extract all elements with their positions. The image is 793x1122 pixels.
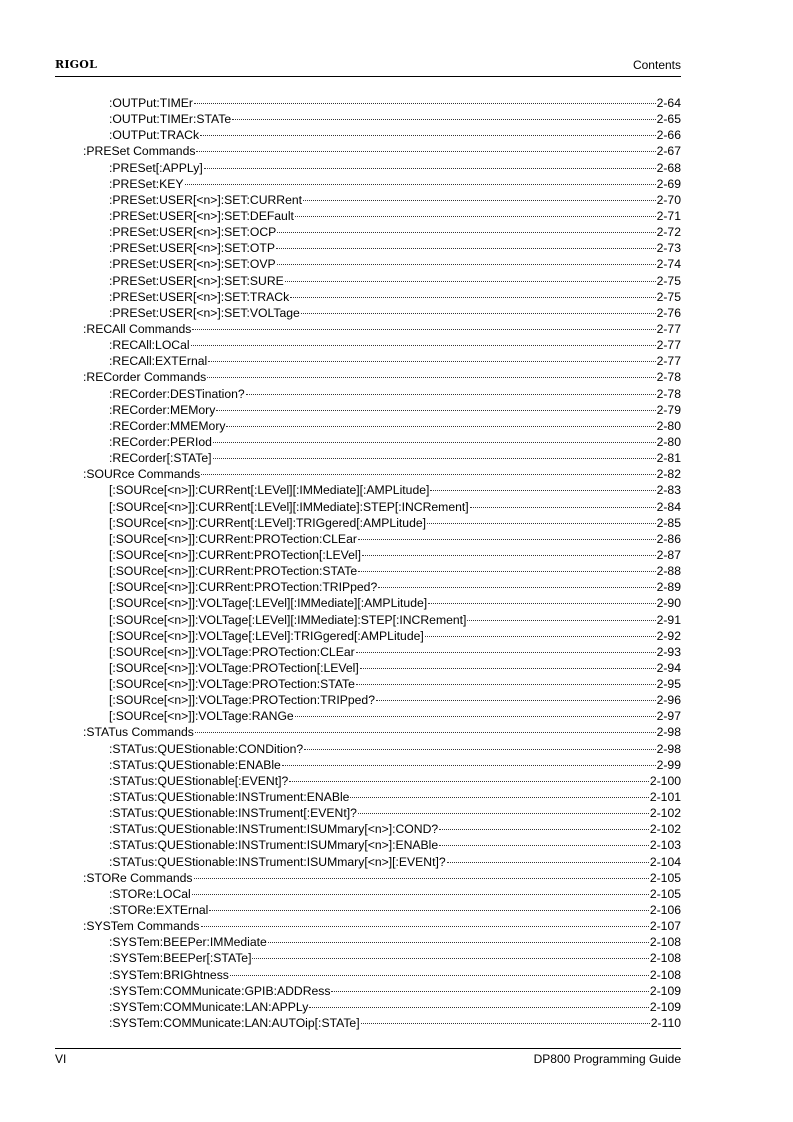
toc-entry-title: :PRESet:USER[<n>]:SET:VOLTage — [109, 305, 300, 320]
toc-entry-title: :SYSTem:BEEPer[:STATe] — [109, 951, 252, 966]
toc-entry-title: [:SOURce[<n>]]:VOLTage[:LEVel][:IMMediate]:STEP[:INCRement] — [109, 612, 467, 627]
toc-entry[interactable] — [55, 1015, 681, 1031]
toc-entry-page: 2-78 — [656, 386, 681, 401]
toc-entry-page: 2-68 — [656, 160, 681, 175]
toc-entry-page: 2-94 — [656, 660, 681, 675]
dot-leader — [447, 862, 649, 863]
toc-section-entry[interactable] — [55, 918, 681, 934]
toc-entry-title: :SYSTem:BEEPer:IMMediate — [109, 935, 267, 950]
toc-entry[interactable] — [55, 579, 681, 595]
toc-entry-title: [:SOURce[<n>]]:CURRent:PROTection[:LEVel] — [109, 547, 361, 562]
dot-leader — [268, 942, 649, 943]
toc-entry-title: :PRESet:USER[<n>]:SET:CURRent — [109, 192, 303, 207]
dot-leader — [246, 394, 656, 395]
toc-entry[interactable] — [55, 789, 681, 805]
dot-leader — [289, 781, 649, 782]
toc-entry-page: 2-109 — [649, 983, 681, 998]
toc-entry-title: :RECorder Commands — [83, 370, 207, 385]
dot-leader — [277, 264, 656, 265]
dot-leader — [194, 103, 656, 104]
dot-leader — [194, 878, 649, 879]
dot-leader — [361, 1023, 650, 1024]
toc-entry-title: :STATus:QUEStionable[:EVENt]? — [109, 773, 289, 788]
toc-entry[interactable] — [55, 644, 681, 660]
toc-entry[interactable] — [55, 273, 681, 289]
toc-entry-page: 2-77 — [656, 354, 681, 369]
dot-leader — [213, 442, 656, 443]
toc-section-entry[interactable] — [55, 870, 681, 886]
toc-entry-title: :RECAll:EXTErnal — [109, 354, 208, 369]
toc-entry-page: 2-100 — [649, 773, 681, 788]
dot-leader — [376, 700, 656, 701]
toc-entry-title: :STORe:LOCal — [109, 886, 191, 901]
toc-entry-page: 2-98 — [656, 725, 681, 740]
dot-leader — [439, 845, 649, 846]
toc-entry-page: 2-83 — [656, 483, 681, 498]
toc-entry-title: :RECorder:MMEMory — [109, 418, 226, 433]
dot-leader — [208, 361, 655, 362]
toc-entry-title: :SYSTem:BRIGhtness — [109, 967, 229, 982]
toc-entry-page: 2-99 — [656, 757, 681, 772]
toc-entry[interactable] — [55, 547, 681, 563]
toc-entry[interactable] — [55, 902, 681, 918]
toc-entry[interactable] — [55, 628, 681, 644]
toc-entry[interactable] — [55, 773, 681, 789]
dot-leader — [360, 668, 656, 669]
toc-entry[interactable] — [55, 95, 681, 111]
toc-entry-title: :PRESet:USER[<n>]:SET:TRACk — [109, 289, 290, 304]
dot-leader — [201, 926, 649, 927]
toc-entry-title: [:SOURce[<n>]]:CURRent:PROTection:CLEar — [109, 531, 357, 546]
toc-entry[interactable] — [55, 434, 681, 450]
dot-leader — [290, 297, 655, 298]
toc-entry-page: 2-78 — [656, 370, 681, 385]
toc-entry-title: :SYSTem Commands — [83, 919, 200, 934]
toc-entry-page: 2-81 — [656, 451, 681, 466]
toc-entry-title: [:SOURce[<n>]]:VOLTage:PROTection:CLEar — [109, 644, 355, 659]
dot-leader — [204, 168, 656, 169]
toc-entry[interactable] — [55, 353, 681, 369]
toc-entry-title: :STATus:QUEStionable:INSTrument:ENABle — [109, 790, 350, 805]
toc-entry-page: 2-69 — [656, 176, 681, 191]
toc-entry[interactable] — [55, 208, 681, 224]
dot-leader — [358, 539, 656, 540]
toc-entry-page: 2-77 — [656, 321, 681, 336]
toc-section-entry[interactable] — [55, 466, 681, 482]
toc-entry-title: :RECAll Commands — [83, 321, 192, 336]
toc-entry-page: 2-90 — [656, 596, 681, 611]
toc-entry-page: 2-101 — [649, 790, 681, 805]
dot-leader — [430, 490, 655, 491]
toc-entry-title: [:SOURce[<n>]]:CURRent[:LEVel][:IMMediate]:STEP[:INCRement] — [109, 499, 469, 514]
toc-entry[interactable] — [55, 967, 681, 983]
toc-entry-title: :SOURce Commands — [83, 467, 201, 482]
toc-entry-page: 2-98 — [656, 741, 681, 756]
toc-entry-page: 2-79 — [656, 402, 681, 417]
toc-entry[interactable] — [55, 337, 681, 353]
toc-entry[interactable] — [55, 708, 681, 724]
toc-entry-page: 2-67 — [656, 144, 681, 159]
dot-leader — [358, 813, 649, 814]
toc-entry[interactable] — [55, 692, 681, 708]
toc-entry[interactable] — [55, 950, 681, 966]
toc-entry[interactable] — [55, 934, 681, 950]
toc-entry-page: 2-86 — [656, 531, 681, 546]
dot-leader — [230, 975, 649, 976]
toc-entry[interactable] — [55, 305, 681, 321]
toc-entry[interactable] — [55, 482, 681, 498]
dot-leader — [295, 216, 656, 217]
toc-entry-title: [:SOURce[<n>]]:CURRent:PROTection:STATe — [109, 564, 358, 579]
dot-leader — [362, 555, 656, 556]
toc-entry[interactable] — [55, 176, 681, 192]
dot-leader — [470, 507, 656, 508]
page-footer — [55, 1048, 681, 1069]
toc-entry-page: 2-108 — [649, 967, 681, 982]
toc-entry-title: :STATus:QUEStionable:INSTrument:ISUMmary[<n>]:COND? — [109, 822, 439, 837]
dot-leader — [276, 248, 656, 249]
toc-entry-page: 2-109 — [649, 999, 681, 1014]
toc-entry[interactable] — [55, 418, 681, 434]
toc-entry-title: :OUTPut:TIMEr:STATe — [109, 112, 232, 127]
toc-entry-page: 2-88 — [656, 564, 681, 579]
toc-entry[interactable] — [55, 660, 681, 676]
toc-entry[interactable] — [55, 676, 681, 692]
toc-entry[interactable] — [55, 886, 681, 902]
toc-entry-page: 2-73 — [656, 241, 681, 256]
toc-entry-title: :PRESet:USER[<n>]:SET:OVP — [109, 257, 276, 272]
toc-entry-title: :STATus:QUEStionable:INSTrument:ISUMmary[<n>]:ENABle — [109, 838, 439, 853]
toc-entry-page: 2-102 — [649, 806, 681, 821]
toc-entry[interactable] — [55, 757, 681, 773]
toc-entry-title: :STATus:QUEStionable:ENABle — [109, 757, 281, 772]
toc-entry[interactable] — [55, 805, 681, 821]
toc-entry-page: 2-70 — [656, 192, 681, 207]
toc-entry-page: 2-93 — [656, 644, 681, 659]
toc-entry-page: 2-104 — [649, 854, 681, 869]
toc-entry[interactable] — [55, 563, 681, 579]
toc-entry[interactable] — [55, 854, 681, 870]
toc-entry-page: 2-65 — [656, 112, 681, 127]
toc-entry-title: :SYSTem:COMMunicate:GPIB:ADDRess — [109, 983, 331, 998]
dot-leader — [356, 684, 656, 685]
dot-leader — [192, 894, 649, 895]
toc-entry-title: [:SOURce[<n>]]:VOLTage[:LEVel]:TRIGgered[:AMPLitude] — [109, 628, 424, 643]
toc-entry-title: [:SOURce[<n>]]:CURRent[:LEVel][:IMMediate][:AMPLitude] — [109, 483, 430, 498]
toc-entry-title: :RECorder:PERIod — [109, 434, 212, 449]
dot-leader — [304, 749, 655, 750]
toc-entry[interactable] — [55, 837, 681, 853]
toc-entry-page: 2-108 — [649, 935, 681, 950]
dot-leader — [331, 991, 648, 992]
toc-entry-title: :STORe Commands — [83, 870, 193, 885]
dot-leader — [213, 458, 656, 459]
toc-entry-page: 2-107 — [649, 919, 681, 934]
dot-leader — [467, 620, 655, 621]
dot-leader — [285, 281, 656, 282]
dot-leader — [185, 184, 656, 185]
toc-entry[interactable] — [55, 127, 681, 143]
toc-entry[interactable] — [55, 256, 681, 272]
toc-entry-page: 2-110 — [650, 1016, 681, 1031]
toc-entry[interactable] — [55, 821, 681, 837]
page-number: VI — [55, 1052, 67, 1066]
toc-entry-title: :PRESet:USER[<n>]:SET:DEFault — [109, 208, 294, 223]
dot-leader — [282, 765, 656, 766]
dot-leader — [303, 200, 656, 201]
toc-entry[interactable] — [55, 595, 681, 611]
dot-leader — [277, 232, 655, 233]
toc-entry-title: :PRESet[:APPLy] — [109, 160, 203, 175]
toc-entry-page: 2-71 — [656, 208, 681, 223]
toc-entry-title: [:SOURce[<n>]]:VOLTage:RANGe — [109, 709, 294, 724]
dot-leader — [301, 313, 656, 314]
dot-leader — [428, 603, 655, 604]
toc-section-entry[interactable] — [55, 143, 681, 159]
toc-entry[interactable] — [55, 240, 681, 256]
dot-leader — [226, 426, 655, 427]
toc-entry[interactable] — [55, 741, 681, 757]
toc-entry-page: 2-66 — [656, 128, 681, 143]
toc-entry-title: :STORe:EXTErnal — [109, 903, 209, 918]
dot-leader — [196, 151, 655, 152]
dot-leader — [191, 345, 656, 346]
toc-entry-page: 2-106 — [649, 903, 681, 918]
dot-leader — [192, 329, 655, 330]
dot-leader — [216, 410, 655, 411]
toc-entry-page: 2-108 — [649, 951, 681, 966]
toc-entry-page: 2-103 — [649, 838, 681, 853]
table-of-contents — [55, 95, 681, 1031]
toc-section-entry[interactable] — [55, 369, 681, 385]
toc-entry-page: 2-84 — [656, 499, 681, 514]
toc-section-entry[interactable] — [55, 724, 681, 740]
toc-entry-page: 2-92 — [656, 628, 681, 643]
toc-entry[interactable] — [55, 111, 681, 127]
dot-leader — [425, 636, 656, 637]
dot-leader — [232, 119, 655, 120]
toc-entry-page: 2-75 — [656, 289, 681, 304]
toc-entry[interactable] — [55, 224, 681, 240]
toc-entry-page: 2-85 — [656, 515, 681, 530]
toc-entry-title: :PRESet Commands — [83, 144, 196, 159]
toc-entry-page: 2-77 — [656, 338, 681, 353]
dot-leader — [358, 571, 655, 572]
toc-entry-page: 2-105 — [649, 886, 681, 901]
toc-entry-title: :RECorder[:STATe] — [109, 451, 212, 466]
toc-entry[interactable] — [55, 160, 681, 176]
page-header — [55, 56, 681, 77]
dot-leader — [207, 377, 655, 378]
toc-entry[interactable] — [55, 499, 681, 515]
dot-leader — [201, 474, 655, 475]
toc-entry-page: 2-80 — [656, 434, 681, 449]
toc-entry-title: :STATus:QUEStionable:INSTrument[:EVENt]? — [109, 806, 357, 821]
toc-entry[interactable] — [55, 983, 681, 999]
brand-logo: RIGOL — [55, 58, 97, 71]
toc-entry-page: 2-72 — [656, 225, 681, 240]
toc-section-entry[interactable] — [55, 321, 681, 337]
dot-leader — [350, 797, 648, 798]
toc-entry-title: :PRESet:USER[<n>]:SET:OCP — [109, 225, 277, 240]
toc-entry-page: 2-76 — [656, 305, 681, 320]
dot-leader — [309, 1007, 648, 1008]
toc-entry-title: :SYSTem:COMMunicate:LAN:AUTOip[:STATe] — [109, 1016, 360, 1031]
document-title: DP800 Programming Guide — [533, 1052, 681, 1066]
dot-leader — [439, 829, 649, 830]
dot-leader — [252, 958, 648, 959]
toc-entry-title: [:SOURce[<n>]]:VOLTage:PROTection:TRIPped? — [109, 693, 375, 708]
toc-entry-title: :RECorder:DESTination? — [109, 386, 245, 401]
toc-entry-title: :STATus:QUEStionable:CONDition? — [109, 741, 304, 756]
toc-entry-page: 2-89 — [656, 580, 681, 595]
toc-entry-title: :OUTPut:TRACk — [109, 128, 200, 143]
toc-entry-title: :PRESet:USER[<n>]:SET:SURE — [109, 273, 284, 288]
toc-entry[interactable] — [55, 515, 681, 531]
dot-leader — [200, 135, 656, 136]
toc-entry-title: :OUTPut:TIMEr — [109, 96, 193, 110]
toc-entry[interactable] — [55, 612, 681, 628]
dot-leader — [195, 732, 656, 733]
toc-entry[interactable] — [55, 289, 681, 305]
toc-entry-title: :RECAll:LOCal — [109, 338, 190, 353]
toc-entry[interactable] — [55, 386, 681, 402]
toc-entry-page: 2-80 — [656, 418, 681, 433]
toc-entry-title: :SYSTem:COMMunicate:LAN:APPLy — [109, 999, 309, 1014]
toc-entry-page: 2-95 — [656, 677, 681, 692]
toc-entry-page: 2-97 — [656, 709, 681, 724]
section-title: Contents — [632, 58, 681, 72]
toc-entry-title: :STATus:QUEStionable:INSTrument:ISUMmary[<n>][:EVENt]? — [109, 854, 446, 869]
toc-entry-page: 2-75 — [656, 273, 681, 288]
toc-entry-page: 2-91 — [656, 612, 681, 627]
toc-entry-title: :RECorder:MEMory — [109, 402, 216, 417]
toc-entry-page: 2-102 — [649, 822, 681, 837]
toc-entry-page: 2-96 — [656, 693, 681, 708]
toc-entry-page: 2-64 — [656, 96, 681, 110]
toc-entry[interactable] — [55, 192, 681, 208]
toc-entry-page: 2-87 — [656, 547, 681, 562]
toc-entry[interactable] — [55, 531, 681, 547]
toc-entry-title: [:SOURce[<n>]]:CURRent[:LEVel]:TRIGgered[:AMPLitude] — [109, 515, 427, 530]
toc-entry-title: [:SOURce[<n>]]:VOLTage:PROTection:STATe — [109, 677, 355, 692]
dot-leader — [427, 523, 656, 524]
toc-entry-page: 2-74 — [656, 257, 681, 272]
dot-leader — [378, 587, 655, 588]
toc-entry[interactable] — [55, 402, 681, 418]
toc-entry-title: :PRESet:KEY — [109, 176, 184, 191]
toc-entry-title: [:SOURce[<n>]]:VOLTage[:LEVel][:IMMediate][:AMPLitude] — [109, 596, 428, 611]
toc-entry-page: 2-105 — [649, 870, 681, 885]
dot-leader — [356, 652, 656, 653]
toc-entry-title: :STATus Commands — [83, 725, 194, 740]
toc-entry[interactable] — [55, 450, 681, 466]
toc-entry-page: 2-82 — [656, 467, 681, 482]
toc-entry-title: :PRESet:USER[<n>]:SET:OTP — [109, 241, 275, 256]
toc-entry-title: [:SOURce[<n>]]:CURRent:PROTection:TRIPped? — [109, 580, 378, 595]
dot-leader — [295, 716, 656, 717]
toc-entry[interactable] — [55, 999, 681, 1015]
toc-entry-title: [:SOURce[<n>]]:VOLTage:PROTection[:LEVel] — [109, 660, 359, 675]
dot-leader — [209, 910, 648, 911]
